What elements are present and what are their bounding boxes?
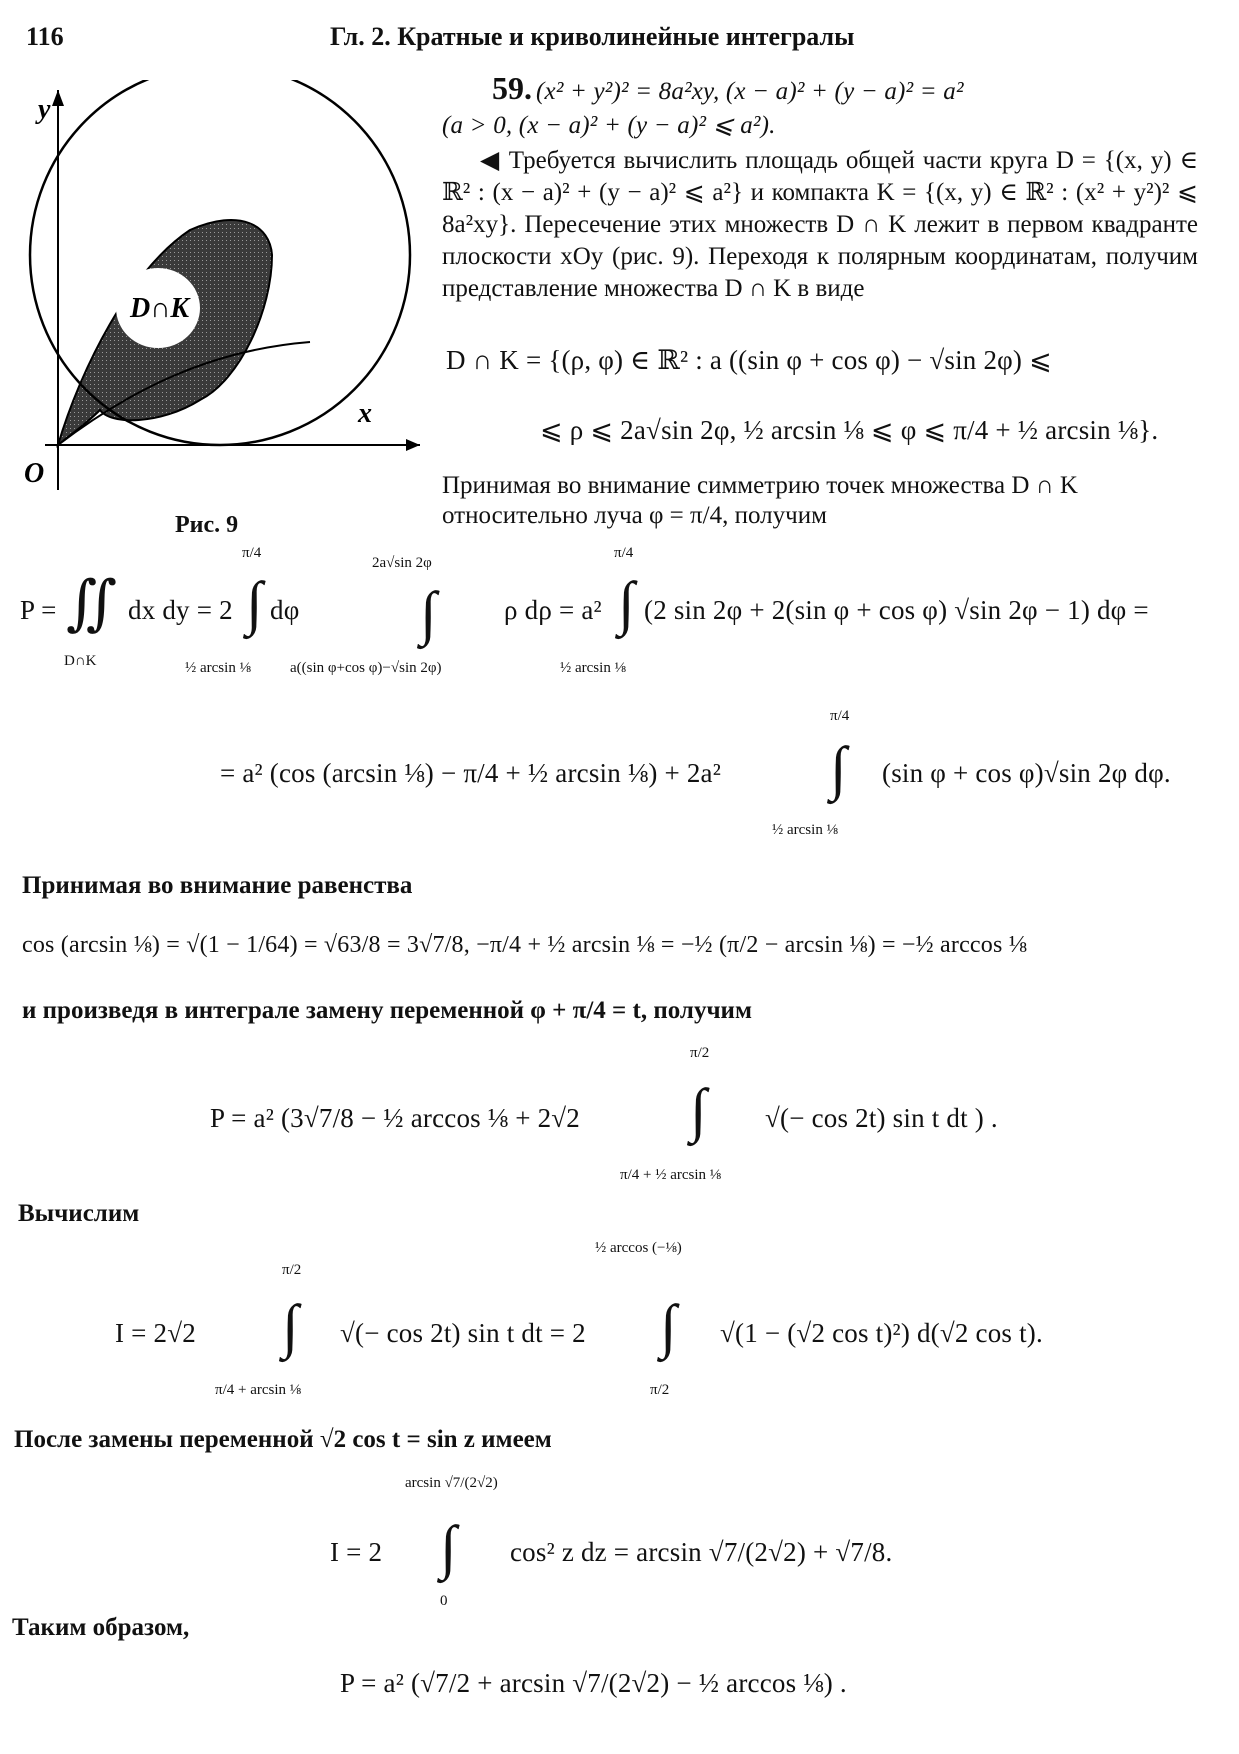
integral-sign-2: ∫ xyxy=(420,580,437,646)
set-definition-line1: D ∩ K = {(ρ, φ) ∈ ℝ² : a ((sin φ + cos φ) − √sin 2φ) ⩽ xyxy=(446,345,1052,375)
eq-p1-lim2-top: 2a√sin 2φ xyxy=(372,555,432,571)
origin-label: O xyxy=(24,458,45,489)
equation-p3 xyxy=(20,1035,1230,1195)
integral-sign-8: ∫ xyxy=(440,1514,457,1580)
set-definition-line2: ⩽ ρ ⩽ 2a√sin 2φ, ½ arcsin ⅛ ⩽ φ ⩽ π/4 + ½ arcsin ⅛}. xyxy=(540,415,1159,445)
eq-p1-body2: dφ xyxy=(270,595,300,625)
figure-caption: Рис. 9 xyxy=(175,512,239,538)
equation-i2 xyxy=(20,1465,1230,1615)
eq-i1-lim1-bot: π/4 + arcsin ⅛ xyxy=(215,1382,302,1398)
eq-p1-lim3-top: π/4 xyxy=(614,545,634,561)
solution-intro-text: Требуется вычислить площадь общей части круга D = {(x, y) ∈ ℝ² : (x − a)² + (y − a)² ⩽ a²} и компакта K = {(x, y) ∈ ℝ² : (x² + y²)² ⩽ 8a²xy}. Пересечение этих множеств D ∩ K лежит в первом квадранте плоскости xOy (рис. 9). Переходя к полярным координатам, получим представление множества D ∩ K в виде xyxy=(442,147,1199,302)
eq-p3-body2: √(− cos 2t) sin t dt ) . xyxy=(765,1103,998,1133)
problem-statement xyxy=(492,70,964,107)
y-axis-label: y xyxy=(38,94,51,125)
equalities-intro: Принимая во внимание равенства xyxy=(22,872,413,899)
solution-marker-icon: ◀ xyxy=(480,147,501,174)
final-result: P = a² (√7/2 + arcsin √7/(2√2) − ½ arccos ⅛) . xyxy=(340,1668,847,1698)
eq-p3-lim-bot: π/4 + ½ arcsin ⅛ xyxy=(620,1167,722,1183)
integral-sign-4: ∫ xyxy=(830,735,847,801)
figure-diagram xyxy=(10,80,430,500)
eq-p1-lim1-bot: ½ arcsin ⅛ xyxy=(185,660,251,676)
integral-sign-1: ∫ xyxy=(246,570,263,636)
symmetry-line1: Принимая во внимание симметрию точек множества D ∩ K xyxy=(442,472,1078,499)
eq-p1-body1: dx dy = 2 xyxy=(128,595,233,625)
eq-p2-body1: = a² (cos (arcsin ⅛) − π/4 + ½ arcsin ⅛) + 2a² xyxy=(220,758,722,788)
integral-sign-5: ∫ xyxy=(690,1077,707,1143)
eq-p2-body2: (sin φ + cos φ)√sin 2φ dφ. xyxy=(882,758,1171,788)
page-number: 116 xyxy=(26,22,64,51)
equation-i1 xyxy=(20,1240,1230,1410)
eq-p1-lim2-bot: a((sin φ+cos φ)−√sin 2φ) xyxy=(290,660,442,676)
integral-sign-7: ∫ xyxy=(660,1293,677,1359)
eq-i1-lim2-bot: π/2 xyxy=(650,1382,670,1398)
eq-p3-lim-top: π/2 xyxy=(690,1045,710,1061)
problem-condition: (a > 0, (x − a)² + (y − a)² ⩽ a²). xyxy=(442,112,776,139)
thus-label: Таким образом, xyxy=(12,1614,190,1641)
eq-p1-body3: ρ dρ = a² xyxy=(504,595,602,625)
compute-label: Вычислим xyxy=(18,1200,140,1227)
problem-equations: (x² + y²)² = 8a²xy, (x − a)² + (y − a)² = a² xyxy=(536,78,964,105)
eq-i2-lim-bot: 0 xyxy=(440,1593,448,1609)
solution-intro xyxy=(442,145,1198,305)
equalities: cos (arcsin ⅛) = √(1 − 1/64) = √63/8 = 3√7/8, −π/4 + ½ arcsin ⅛ = −½ (π/2 − arcsin ⅛) = −½ arccos ⅛ xyxy=(22,932,1027,958)
x-axis-arrow-icon xyxy=(406,439,420,451)
substitution-text: и произведя в интеграле замену переменной φ + π/4 = t, получим xyxy=(22,997,752,1024)
region-label: D∩K xyxy=(130,293,190,324)
eq-i1-body3: √(1 − (√2 cos t)²) d(√2 cos t). xyxy=(720,1318,1043,1348)
integral-sign-3: ∫ xyxy=(618,570,635,636)
eq-i2-body2: cos² z dz = arcsin √7/(2√2) + √7/8. xyxy=(510,1537,893,1567)
after-substitution-text: После замены переменной √2 cos t = sin z имеем xyxy=(14,1426,552,1453)
figure-9 xyxy=(10,80,430,500)
problem-number: 59. xyxy=(492,70,532,106)
eq-p3-body1: P = a² (3√7/8 − ½ arccos ⅛ + 2√2 xyxy=(210,1103,581,1133)
eq-i1-lim1-top: π/2 xyxy=(282,1262,302,1278)
integral-sign-6: ∫ xyxy=(282,1293,299,1359)
y-axis-arrow-icon xyxy=(52,90,64,106)
eq-p1-lim1-top: π/4 xyxy=(242,545,262,561)
eq-i2-lim-top: arcsin √7/(2√2) xyxy=(405,1475,498,1491)
equation-p1 xyxy=(20,545,1230,695)
eq-p1-double-int-sub: D∩K xyxy=(64,653,97,669)
eq-p2-lim-top: π/4 xyxy=(830,708,850,724)
eq-i2-body1: I = 2 xyxy=(330,1537,383,1567)
eq-p2-lim-bot: ½ arcsin ⅛ xyxy=(772,822,838,838)
symmetry-line2: относительно луча φ = π/4, получим xyxy=(442,502,827,529)
eq-p1-lhs: P = xyxy=(20,595,57,625)
equation-p2 xyxy=(20,700,1230,850)
eq-i1-lim2-top: ½ arccos (−⅛) xyxy=(595,1240,682,1256)
x-axis-label: x xyxy=(358,398,372,429)
eq-p1-body4: (2 sin 2φ + 2(sin φ + cos φ) √sin 2φ − 1) dφ = xyxy=(644,595,1149,625)
eq-p1-lim3-bot: ½ arcsin ⅛ xyxy=(560,660,626,676)
eq-i1-body2: √(− cos 2t) sin t dt = 2 xyxy=(340,1318,586,1348)
eq-i1-body1: I = 2√2 xyxy=(115,1318,196,1348)
running-title: Гл. 2. Кратные и криволинейные интегралы xyxy=(330,22,855,51)
double-integral-sign: ∬ xyxy=(66,570,118,636)
